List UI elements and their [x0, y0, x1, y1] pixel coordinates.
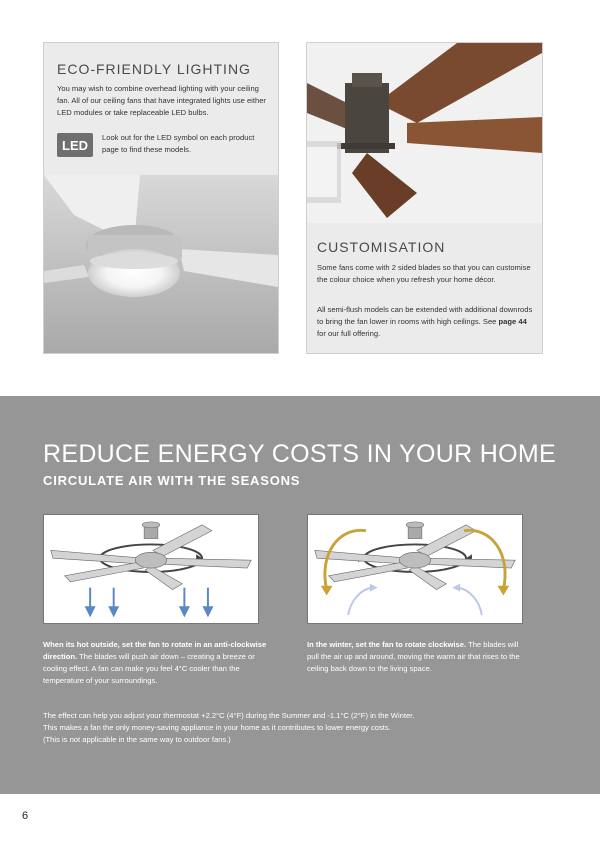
energy-section — [0, 396, 600, 794]
led-fan-photo — [44, 175, 278, 353]
winter-instructions — [307, 639, 532, 675]
led-badge-text: Look out for the LED symbol on each product page to find these models. — [102, 133, 255, 154]
customisation-title: CUSTOMISATION — [317, 239, 446, 255]
effect-line-1: The effect can help you adjust your thermostat +2.2°C (4°F) during the Summer and -1.1°C (2°F) in the Winter. — [43, 711, 415, 720]
customisation-text-2 — [317, 304, 533, 340]
customisation-card — [306, 42, 543, 354]
wooden-fan-photo — [307, 43, 542, 223]
led-badge-icon: LED — [57, 133, 93, 157]
energy-title: REDUCE ENERGY COSTS IN YOUR HOME — [43, 440, 556, 468]
customisation-text-1: Some fans come with 2 sided blades so that you can customise the colour choice when you refresh your home décor. — [317, 263, 531, 284]
winter-instructions-body: The blades will pull the air up and around, moving the warm air that rises to the ceiling back down to the living space. — [307, 640, 520, 673]
page-reference: page 44 — [498, 317, 527, 326]
effect-line-2: This makes a fan the only money-saving appliance in your home as it contributes to lower energy costs. — [43, 723, 391, 732]
eco-lighting-card — [43, 42, 279, 354]
effect-line-3: (This is not applicable in the same way to outdoor fans.) — [43, 735, 231, 744]
summer-instructions-bold: When its hot outside, set the fan to rotate in an anti-clockwise direction. — [43, 640, 267, 661]
customisation-text-2-end: for our full offering. — [317, 329, 381, 338]
page-number: 6 — [22, 810, 29, 822]
winter-instructions-bold: In the winter, set the fan to rotate clockwise. — [307, 640, 467, 649]
summer-instructions — [43, 639, 268, 687]
summer-instructions-body: The blades will push air down – creating a breeze or cooling effect. A fan can make you feel 4°C cooler than the temperature of your surroundings. — [43, 652, 255, 685]
eco-lighting-title: ECO-FRIENDLY LIGHTING — [57, 61, 251, 77]
energy-subtitle: CIRCULATE AIR WITH THE SEASONS — [43, 473, 301, 488]
thermostat-effect-note — [43, 710, 563, 746]
summer-airflow-diagram — [43, 514, 259, 624]
customisation-text-2-start: All semi-flush models can be extended with additional downrods to bring the fan lower in rooms with high ceilings. See — [317, 305, 533, 326]
eco-lighting-text: You may wish to combine overhead lighting with your ceiling fan. All of our ceiling fans that have integrated lights use either LED modules or take replaceable LED bulbs. — [57, 84, 266, 117]
winter-airflow-diagram — [307, 514, 523, 624]
